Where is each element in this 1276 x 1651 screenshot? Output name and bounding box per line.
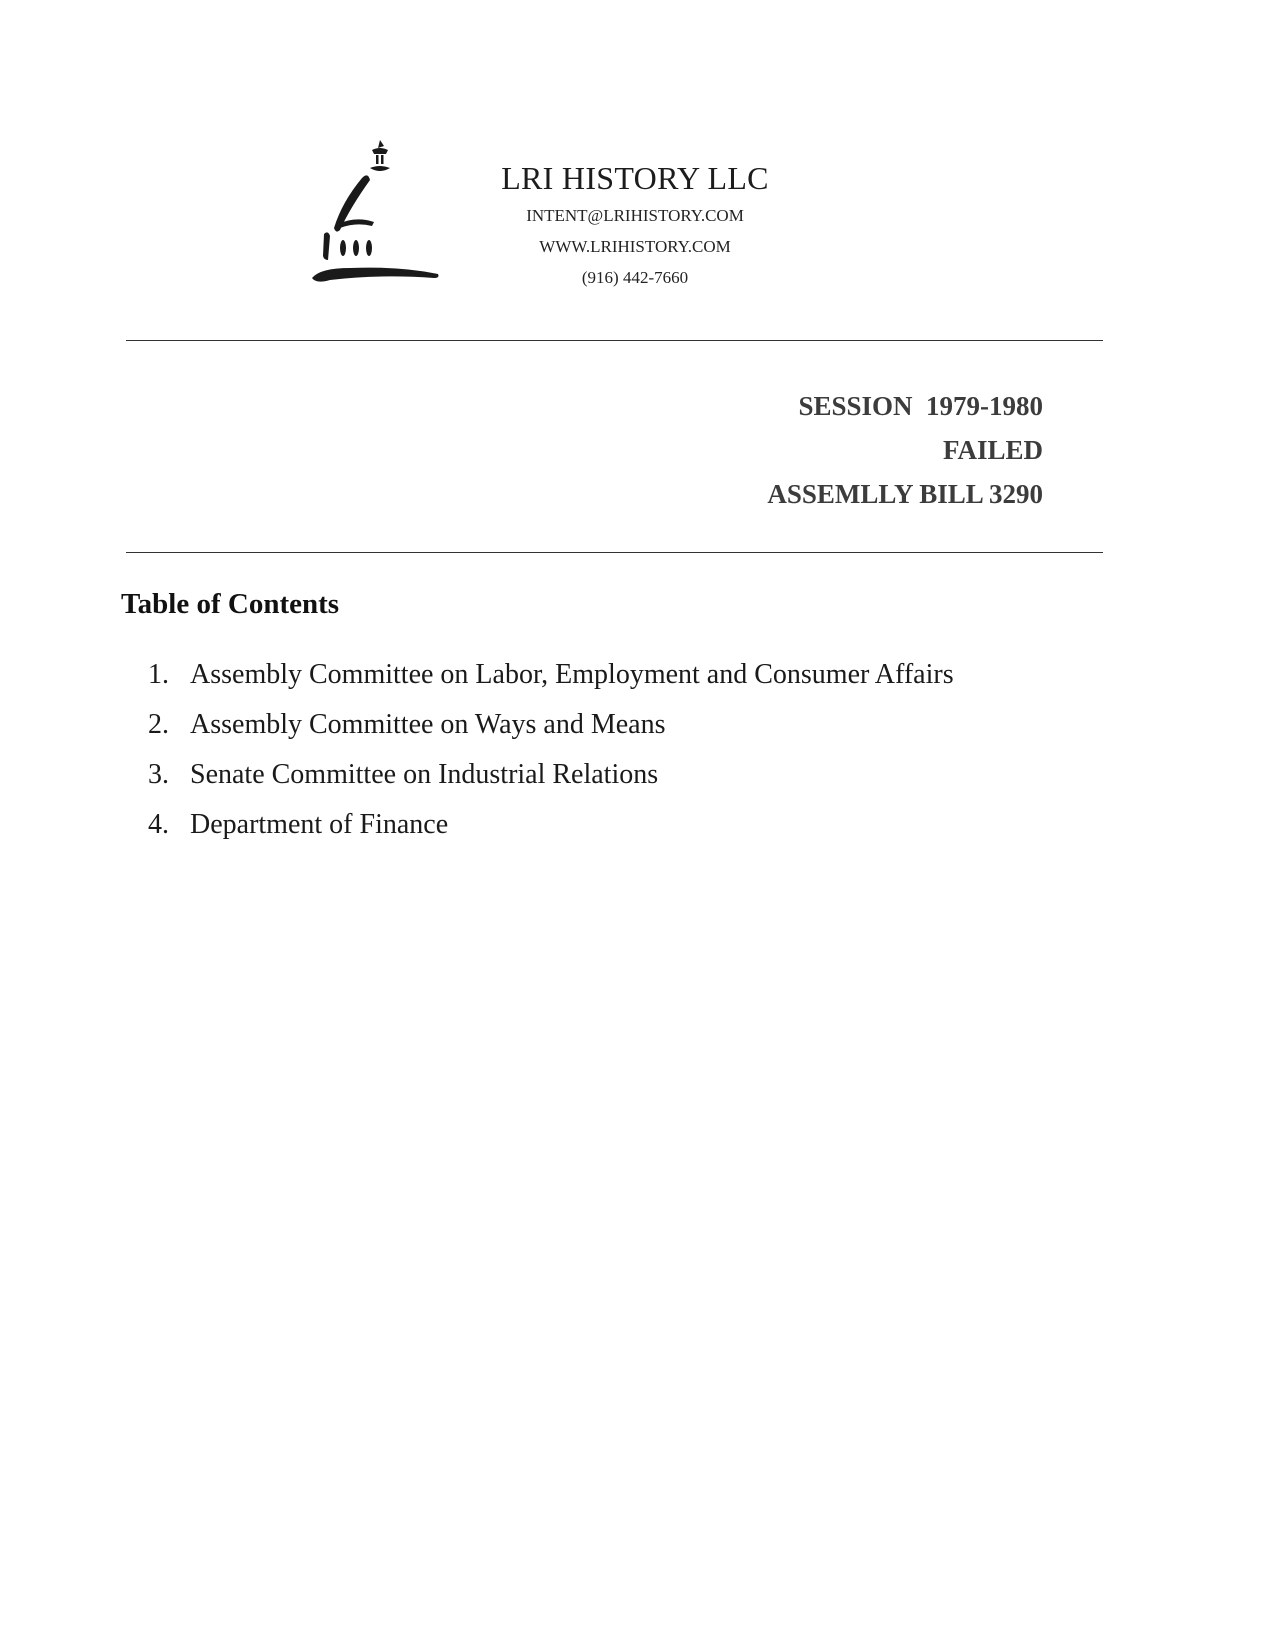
toc-item-number: 4.	[148, 809, 169, 840]
toc-item	[148, 700, 954, 750]
toc-item-number: 2.	[148, 709, 169, 740]
bill-label: ASSEMLLY BILL 3290	[767, 479, 1043, 509]
bottom-divider	[126, 552, 1103, 553]
toc-item-number: 1.	[148, 659, 169, 690]
company-info	[440, 158, 830, 293]
toc-item	[148, 800, 954, 850]
toc-item-label: Assembly Committee on Labor, Employment and Consumer Affairs	[190, 659, 954, 690]
company-email: INTENT@LRIHISTORY.COM	[526, 206, 744, 225]
toc-item-label: Department of Finance	[190, 809, 449, 840]
toc-item-label: Senate Committee on Industrial Relations	[190, 759, 659, 790]
toc-item	[148, 750, 954, 800]
toc-item	[148, 650, 954, 700]
toc-item-number: 3.	[148, 759, 169, 790]
status-label: FAILED	[942, 435, 1043, 465]
toc-list	[148, 650, 954, 850]
toc-item-label: Assembly Committee on Ways and Means	[190, 709, 666, 740]
bill-info	[767, 384, 1043, 516]
toc-title: Table of Contents	[121, 588, 340, 620]
capitol-dome-icon	[310, 138, 450, 296]
session-label: SESSION 1979-1980	[798, 391, 1043, 421]
top-divider	[126, 340, 1103, 341]
company-name: LRI HISTORY LLC	[501, 160, 769, 196]
company-website: WWW.LRIHISTORY.COM	[539, 237, 731, 256]
company-phone: (916) 442-7660	[581, 268, 689, 287]
